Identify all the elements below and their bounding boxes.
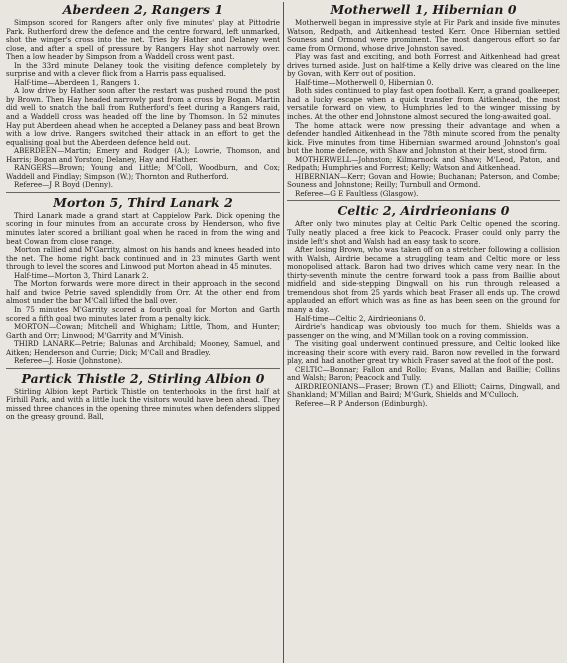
referee-line: Referee—R P Anderson (Edinburgh). [295, 398, 428, 408]
referee-line: Referee—G E Faultless (Glasgow). [295, 188, 419, 198]
team-lineup: THIRD LANARK—Petrie; Balunas and Archibald; Mooney, Samuel, and Aitken; Henderson and Currie; Dick; M'Call and Bradley. [6, 339, 280, 357]
report-paragraph: Simpson scored for Rangers after only five minutes' play at Pittodrie Park. Rutherford drew the defence and the centre forward, left unmarked, shot the winger's cross into the net. Tries by Hather and Delaney went close, and after a spell of pressure by Rangers Hay shot narrowly over. Then a low header by Simpson from a Waddell cross went past. [6, 18, 280, 62]
match-report [287, 3, 560, 198]
match-headline: Morton 5, Third Lanark 2 [53, 194, 233, 210]
team-lineup: ABERDEEN—Martin; Emery and Rodger (A.); Lowrie, Thomson, and Harris; Bogan and Yorston; Delaney, Hay and Hather. [6, 146, 280, 164]
match-headline: Motherwell 1, Hibernian 0 [330, 2, 517, 17]
report-paragraph: In 75 minutes M'Garrity scored a fourth goal for Morton and Garth scored a fifth goal two minutes later from a penalty kick. [6, 304, 280, 323]
report-paragraph: The visiting goal underwent continued pressure, and Celtic looked like increasing their score with every raid. Baron now revelled in the forward play, and had another great try which Fraser saved at the foot of the post. [287, 339, 560, 366]
report-paragraph: After only two minutes play at Celtic Park Celtic opened the scoring. Tully neatly placed a free kick to Peacock. Fraser could only parry the inside left's shot and Walsh had an easy task to score. [287, 219, 560, 246]
report-paragraph: Third Lanark made a grand start at Cappielow Park. Dick opening the scoring in four minutes from an accurate cross by Henderson, who five minutes later scored a brilliant goal when he raced in from the wing and beat Cowan from close range. [6, 210, 280, 246]
report-paragraph: Both sides continued to play fast open football. Kerr, a grand goalkeeper, had a lucky escape when a quick transfer from Aitkenhead, the most versatile forward on view, to Humphries led to the winger missing by inches. At the other end Johnstone almost secured the long-awaited goal. [287, 86, 560, 122]
match-headline: Aberdeen 2, Rangers 1 [62, 2, 224, 17]
match-report [287, 200, 560, 408]
report-paragraph: Half-time—Celtic 2, Airdrieonians 0. [295, 313, 426, 323]
team-lineup: RANGERS—Brown; Young and Little; M'Coll, Woodburn, and Cox; Waddell and Findlay; Simpson (W.); Thornton and Rutherford. [6, 163, 280, 181]
report-paragraph: Half-time—Aberdeen 1, Rangers 1. [14, 77, 140, 87]
match-report [6, 3, 280, 190]
match-headline: Celtic 2, Airdrieonians 0 [337, 203, 510, 219]
match-headline: Partick Thistle 2, Stirling Albion 0 [21, 370, 265, 386]
report-paragraph: Play was fast and exciting, and both Forrest and Aitkenhead had great drives turned aside. Just on half-time a Kelly drive was cleared on the line by Govan, with Kerr out of position. [287, 52, 560, 79]
team-lineup: MOTHERWELL—Johnston; Kilmarnock and Shaw; M'Leod, Paton, and Redpath; Humphries and Forrest; Kelly; Watson and Aitkenhead. [287, 154, 560, 173]
referee-line: Referee—J. Hosie (Johnstone). [14, 356, 123, 366]
report-paragraph: The home attack were now pressing their advantage and when a defender handled Aitkenhead in the 78th minute scored from the penalty kick. Five minutes from time Hibernian swarmed around Johnston's goal but the home defence, with Shaw and Johnston at their best, stood firm. [287, 120, 560, 156]
report-paragraph: Half-time—Motherwell 0, Hibernian 0. [295, 77, 434, 87]
report-paragraph: Morton rallied and M'Garrity, almost on his hands and knees headed into the net. The home right back continued and in 23 minutes Garth went through to level the scores and Linwood put Morton ahead in 45 minutes. [6, 245, 280, 272]
report-paragraph: Airdrie's handicap was obviously too much for them. Shields was a passenger on the wing, and M'Millan took on a roving commission. [287, 322, 560, 340]
report-paragraph: Motherwell began in impressive style at Fir Park and inside five minutes Watson, Redpath, and Aitkenhead tested Kerr. Once Hibernian settled Souness and Ormond were prominent. The most dangerous effort so far came from Ormond, whose drive Johnston saved. [287, 18, 560, 53]
team-lineup: MORTON—Cowan; Mitchell and Whigham; Little, Thom, and Hunter; Garth and Orr; Linwood; M'Garrity and M'Vinish. [6, 322, 280, 340]
left-column [3, 2, 283, 663]
report-paragraph: After losing Brown, who was taken off on a stretcher following a collision with Walsh, Airdrie became a struggling team and Celtic more or less monopolised attack. Baron had two drives which came very near. In the thirty-seventh minute the centre forward took a pass from Baillie about midfield and side-stepping Dingwall on his run through released a tremendous shot from 25 yards which beat Fraser all ends up. The crowd applauded an effort which was as fine as has been seen on the ground for many a day. [287, 245, 560, 314]
match-report [6, 192, 280, 366]
report-paragraph: In the 33rd minute Delaney took the visiting defence completely by surprise and with a clever flick from a Harris pass equalised. [6, 60, 280, 79]
match-report [6, 368, 280, 422]
team-lineup: CELTIC—Bonnar; Fallon and Rollo; Evans, Mallan and Baillie; Collins and Walsh; Baron; Peacock and Tully. [287, 364, 560, 383]
right-column [283, 2, 563, 663]
report-paragraph: Half-time—Morton 3, Third Lanark 2. [14, 270, 149, 280]
report-paragraph: Stirling Albion kept Partick Thistle on tenterhooks in the first half at Firhill Park, and with a little luck the visitors would have been ahead. They missed three chances in the opening three minutes when defenders slipped on the greasy ground. Ball, [6, 386, 280, 422]
report-paragraph: A low drive by Hather soon after the restart was pushed round the post by Brown. Then Hay headed narrowly past from a cross by Bogan. Martin did well to snatch the ball from Rutherford's feet during a Rangers raid, and a Waddell cross was headed off the line by Thomson. In 52 minutes Hay put Aberdeen ahead when he accepted a Delaney pass and beat Brown with a low drive. Rangers switched their attack in an effort to get the equalising goal but the Aberdeen defence held out. [6, 86, 280, 147]
team-lineup: HIBERNIAN—Kerr; Govan and Howie; Buchanan; Paterson, and Combe; Souness and Johnstone; Reilly; Turnbull and Ormond. [287, 171, 560, 190]
team-lineup: AIRDRIEONIANS—Fraser; Brown (T.) and Elliott; Cairns, Dingwall, and Shankland; M'Millan and Baird; M'Gurk, Shields and M'Culloch. [287, 381, 560, 400]
referee-line: Referee—J R Boyd (Denny). [14, 180, 114, 190]
report-paragraph: The Morton forwards were more direct in their approach in the second half and twice Petrie saved splendidly from Orr. At the other end from almost under the bar M'Call lifted the ball over. [6, 279, 280, 306]
